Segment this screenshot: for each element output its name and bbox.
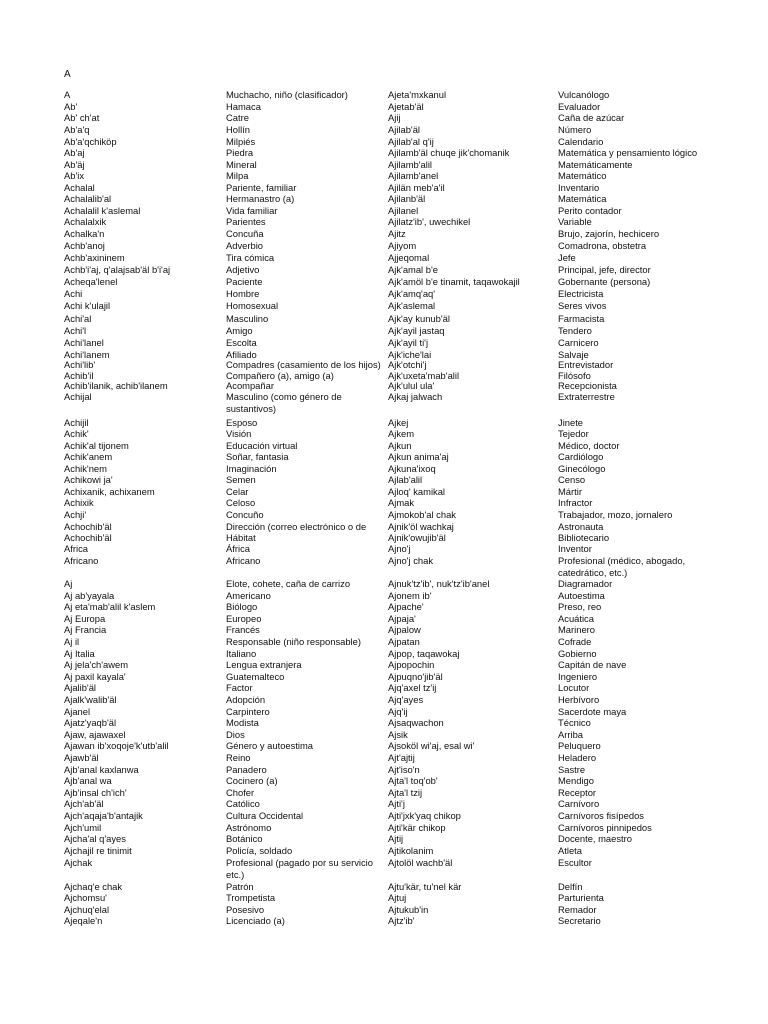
kiche-term: Ajb'anal kaxlanwa bbox=[64, 764, 139, 775]
spanish-translation: Carnicero bbox=[558, 337, 599, 348]
spanish-translation: Vulcanólogo bbox=[558, 89, 610, 100]
spanish-translation: Posesivo bbox=[226, 904, 265, 915]
kiche-term: Ajch'umil bbox=[64, 822, 102, 833]
kiche-term: Ajitz bbox=[388, 228, 406, 239]
kiche-term: Ajta'l tzij bbox=[388, 787, 423, 798]
kiche-term: Acheqa'lenel bbox=[64, 276, 118, 287]
kiche-term: Ajpop, taqawokaj bbox=[388, 648, 460, 659]
kiche-term: Ab'ix bbox=[64, 170, 85, 181]
kiche-term: Achik' bbox=[64, 428, 89, 439]
kiche-term: Ajeta'mxkanul bbox=[388, 89, 447, 100]
spanish-translation: Trompetista bbox=[226, 892, 276, 903]
spanish-translation: Factor bbox=[226, 682, 253, 693]
kiche-term: Ajnuk'tz'ib', nuk'tz'ib'anel bbox=[388, 578, 490, 589]
spanish-translation: Compadres (casamiento de los hijos) bbox=[226, 359, 381, 370]
kiche-term: Ajilamb'anel bbox=[388, 170, 439, 181]
kiche-term: Ajb'insal ch'ich' bbox=[64, 787, 127, 798]
spanish-translation: Hamaca bbox=[226, 101, 261, 112]
spanish-translation: África bbox=[226, 543, 250, 554]
kiche-term: Ajpaja' bbox=[388, 613, 416, 624]
spanish-translation: Responsable (niño responsable) bbox=[226, 636, 361, 647]
spanish-translation: Profesional (pagado por su servicio etc.) bbox=[226, 857, 373, 880]
kiche-term: Ajk'ay kunub'äl bbox=[388, 313, 450, 324]
kiche-term: Ab' bbox=[64, 101, 78, 112]
spanish-translation: Carnívoros fisípedos bbox=[558, 810, 644, 821]
kiche-term: Ajti'jxk'yaq chikop bbox=[388, 810, 461, 821]
spanish-translation: Inventario bbox=[558, 182, 600, 193]
spanish-translation: Matemáticamente bbox=[558, 159, 633, 170]
spanish-translation: Concuño bbox=[226, 509, 264, 520]
kiche-term: Ajch'aqaja'b'antajik bbox=[64, 810, 143, 821]
spanish-translation: Trabajador, mozo, jornalero bbox=[558, 509, 673, 520]
kiche-term: Ajnik'owujib'äl bbox=[388, 532, 446, 543]
kiche-term: Ajch'ab'äl bbox=[64, 798, 104, 809]
spanish-translation: Escolta bbox=[226, 337, 257, 348]
spanish-translation: Delfín bbox=[558, 881, 583, 892]
spanish-translation: Acuática bbox=[558, 613, 594, 624]
kiche-term: Achi'l bbox=[64, 325, 87, 336]
spanish-translation: Arriba bbox=[558, 729, 584, 740]
spanish-translation: Catre bbox=[226, 112, 249, 123]
kiche-term: Achalka'n bbox=[64, 228, 105, 239]
kiche-term: Aj bbox=[64, 578, 73, 589]
spanish-translation: Guatemalteco bbox=[226, 671, 285, 682]
kiche-term: Ajetab'äl bbox=[388, 101, 424, 112]
spanish-translation: Entrevistador bbox=[558, 359, 614, 370]
kiche-term: Ajk'amq'aq' bbox=[388, 288, 436, 299]
spanish-translation: Variable bbox=[558, 216, 592, 227]
kiche-term: Ajk'amal b'e bbox=[388, 264, 438, 275]
spanish-translation: Sacerdote maya bbox=[558, 706, 627, 717]
kiche-term: Ajmak bbox=[388, 497, 415, 508]
kiche-term: Ajq'ayes bbox=[388, 694, 424, 705]
kiche-term: Ab' ch'at bbox=[64, 112, 100, 123]
kiche-term: Aj jela'ch'awem bbox=[64, 659, 129, 670]
kiche-term: Achb'i'aj, q'alajsab'äl b'i'aj bbox=[64, 264, 171, 275]
spanish-translation: Astrónomo bbox=[226, 822, 272, 833]
spanish-translation: Jefe bbox=[558, 252, 576, 263]
spanish-translation: Africano bbox=[226, 555, 261, 566]
kiche-term: Ajti'j bbox=[388, 798, 405, 809]
kiche-term: Ajiyom bbox=[388, 240, 417, 251]
spanish-translation: Francés bbox=[226, 624, 260, 635]
kiche-term: Achi'lib' bbox=[64, 359, 96, 370]
kiche-term: Ajilän meb'a'il bbox=[388, 182, 445, 193]
spanish-translation: Farmacista bbox=[558, 313, 605, 324]
spanish-translation: Número bbox=[558, 124, 592, 135]
spanish-translation: Tira cómica bbox=[226, 252, 275, 263]
kiche-term: Ajtikolanim bbox=[388, 845, 434, 856]
section-heading: A bbox=[64, 69, 71, 80]
kiche-term: Ajilamb'alil bbox=[388, 159, 432, 170]
kiche-term: Achalalil k'aslemal bbox=[64, 205, 141, 216]
spanish-translation: Herbívoro bbox=[558, 694, 600, 705]
kiche-term: Ajchomsu' bbox=[64, 892, 107, 903]
spanish-translation: Caña de azúcar bbox=[558, 112, 625, 123]
kiche-term: Ajilanb'äl bbox=[388, 193, 426, 204]
spanish-translation: Bibliotecario bbox=[558, 532, 610, 543]
kiche-term: Ajilatz'ib', uwechikel bbox=[388, 216, 471, 227]
spanish-translation: Género y autoestima bbox=[226, 740, 314, 751]
spanish-translation: Europeo bbox=[226, 613, 262, 624]
kiche-term: Ajchak bbox=[64, 857, 93, 868]
spanish-translation: Jinete bbox=[558, 417, 584, 428]
spanish-translation: Policía, soldado bbox=[226, 845, 293, 856]
spanish-translation: Homosexual bbox=[226, 300, 279, 311]
spanish-translation: Mineral bbox=[226, 159, 257, 170]
spanish-translation: Electricista bbox=[558, 288, 604, 299]
spanish-translation: Cofrade bbox=[558, 636, 592, 647]
spanish-translation: Adjetivo bbox=[226, 264, 260, 275]
kiche-term: Achb'anoj bbox=[64, 240, 105, 251]
spanish-translation: Matemática bbox=[558, 193, 607, 204]
spanish-translation: Filósofo bbox=[558, 370, 591, 381]
kiche-term: Ajilab'al q'ij bbox=[388, 136, 434, 147]
kiche-term: Achi'lanel bbox=[64, 337, 104, 348]
kiche-term: Ajkun anima'aj bbox=[388, 451, 449, 462]
kiche-term: Ajpalow bbox=[388, 624, 421, 635]
kiche-term: Aj paxil kayala' bbox=[64, 671, 126, 682]
kiche-term: A bbox=[64, 89, 71, 100]
kiche-term: Africa bbox=[64, 543, 88, 554]
spanish-translation: Afiliado bbox=[226, 349, 257, 360]
kiche-term: Ajchaq'e chak bbox=[64, 881, 123, 892]
spanish-translation: Heladero bbox=[558, 752, 597, 763]
spanish-translation: Dirección (correo electrónico o de bbox=[226, 521, 367, 532]
spanish-translation: Cardiólogo bbox=[558, 451, 604, 462]
kiche-term: Ajmokob'al chak bbox=[388, 509, 456, 520]
kiche-term: Achi k'ulajil bbox=[64, 300, 111, 311]
kiche-term: Aj Italia bbox=[64, 648, 95, 659]
kiche-term: Ab'aj bbox=[64, 147, 85, 158]
spanish-translation: Capitán de nave bbox=[558, 659, 627, 670]
spanish-translation: Comadrona, obstetra bbox=[558, 240, 647, 251]
kiche-term: Ajb'anal wa bbox=[64, 775, 112, 786]
spanish-translation: Principal, jefe, director bbox=[558, 264, 651, 275]
kiche-term: Ajpatan bbox=[388, 636, 420, 647]
spanish-translation: Masculino (como género de sustantivos) bbox=[226, 391, 342, 414]
spanish-translation: Peluquero bbox=[558, 740, 601, 751]
spanish-translation: Parientes bbox=[226, 216, 266, 227]
spanish-translation: Técnico bbox=[558, 717, 591, 728]
spanish-translation: Recepcionista bbox=[558, 380, 617, 391]
kiche-term: Achijil bbox=[64, 417, 89, 428]
spanish-translation: Hollín bbox=[226, 124, 250, 135]
spanish-translation: Lengua extranjera bbox=[226, 659, 302, 670]
spanish-translation: Dios bbox=[226, 729, 245, 740]
spanish-translation: Cocinero (a) bbox=[226, 775, 278, 786]
spanish-translation: Perito contador bbox=[558, 205, 622, 216]
kiche-term: Aj il bbox=[64, 636, 80, 647]
kiche-term: Ajilanel bbox=[388, 205, 419, 216]
spanish-translation: Celar bbox=[226, 486, 249, 497]
spanish-translation: Matemático bbox=[558, 170, 607, 181]
kiche-term: Ajk'ulul ula' bbox=[388, 380, 435, 391]
spanish-translation: Hábitat bbox=[226, 532, 256, 543]
kiche-term: Ajeqale'n bbox=[64, 915, 103, 926]
kiche-term: Ajk'ayil jastaq bbox=[388, 325, 445, 336]
kiche-term: Ajk'otchi'j bbox=[388, 359, 427, 370]
spanish-translation: Censo bbox=[558, 474, 586, 485]
kiche-term: Achib'il bbox=[64, 370, 94, 381]
spanish-translation: Celoso bbox=[226, 497, 256, 508]
kiche-term: Ajta'l toq'ob' bbox=[388, 775, 438, 786]
spanish-translation: Sastre bbox=[558, 764, 586, 775]
spanish-translation: Milpa bbox=[226, 170, 249, 181]
kiche-term: Ajk'uxeta'mab'alil bbox=[388, 370, 460, 381]
spanish-translation: Italiano bbox=[226, 648, 257, 659]
spanish-translation: Inventor bbox=[558, 543, 592, 554]
kiche-term: Achixanik, achixanem bbox=[64, 486, 155, 497]
spanish-translation: Mendigo bbox=[558, 775, 594, 786]
kiche-term: Ajilamb'äl chuqe jik'chomanik bbox=[388, 147, 510, 158]
spanish-translation: Médico, doctor bbox=[558, 440, 620, 451]
spanish-translation: Receptor bbox=[558, 787, 597, 798]
kiche-term: Ajtz'ib' bbox=[388, 915, 415, 926]
kiche-term: Ajtij bbox=[388, 833, 404, 844]
spanish-translation: Soñar, fantasia bbox=[226, 451, 289, 462]
spanish-translation: Esposo bbox=[226, 417, 258, 428]
spanish-translation: Botánico bbox=[226, 833, 263, 844]
kiche-term: Achik'anem bbox=[64, 451, 113, 462]
spanish-translation: Tendero bbox=[558, 325, 592, 336]
spanish-translation: Cultura Occidental bbox=[226, 810, 304, 821]
spanish-translation: Piedra bbox=[226, 147, 254, 158]
spanish-translation: Adopción bbox=[226, 694, 266, 705]
spanish-translation: Evaluador bbox=[558, 101, 601, 112]
spanish-translation: Biólogo bbox=[226, 601, 258, 612]
spanish-translation: Ingeniero bbox=[558, 671, 598, 682]
kiche-term: Ab'a'qchiköp bbox=[64, 136, 117, 147]
kiche-term: Aj Francia bbox=[64, 624, 107, 635]
kiche-term: Ajno'j bbox=[388, 543, 411, 554]
kiche-term: Achochib'äl bbox=[64, 532, 112, 543]
spanish-translation: Compañero (a), amigo (a) bbox=[226, 370, 334, 381]
spanish-translation: Pariente, familiar bbox=[226, 182, 297, 193]
spanish-translation: Gobernante (persona) bbox=[558, 276, 651, 287]
kiche-term: Ajlab'alil bbox=[388, 474, 423, 485]
kiche-term: Ajtolöl wachb'äl bbox=[388, 857, 453, 868]
spanish-translation: Brujo, zajorín, hechicero bbox=[558, 228, 660, 239]
kiche-term: Ajonem ib' bbox=[388, 590, 432, 601]
kiche-term: Aj ab'yayala bbox=[64, 590, 115, 601]
spanish-translation: Calendario bbox=[558, 136, 604, 147]
spanish-translation: Locutor bbox=[558, 682, 590, 693]
kiche-term: Ajq'ij bbox=[388, 706, 408, 717]
spanish-translation: Parturienta bbox=[558, 892, 604, 903]
spanish-translation: Diagramador bbox=[558, 578, 613, 589]
kiche-term: Ajaw, ajawaxel bbox=[64, 729, 126, 740]
spanish-translation: Católico bbox=[226, 798, 260, 809]
kiche-term: Ajalib'äl bbox=[64, 682, 97, 693]
spanish-translation: Infractor bbox=[558, 497, 593, 508]
kiche-term: Ab'äj bbox=[64, 159, 85, 170]
spanish-translation: Masculino bbox=[226, 313, 269, 324]
kiche-term: Achijal bbox=[64, 391, 92, 402]
kiche-term: Ajpuqno'jib'äl bbox=[388, 671, 443, 682]
kiche-term: Achikowi ja' bbox=[64, 474, 113, 485]
spanish-translation: Paciente bbox=[226, 276, 263, 287]
kiche-term: Ajalk'walib'äl bbox=[64, 694, 117, 705]
kiche-term: Aj Europa bbox=[64, 613, 106, 624]
kiche-term: Ajt'iso'n bbox=[388, 764, 420, 775]
kiche-term: Achib'ilanik, achib'ilanem bbox=[64, 380, 168, 391]
kiche-term: Ajkaj jalwach bbox=[388, 391, 443, 402]
spanish-translation: Milpiés bbox=[226, 136, 256, 147]
kiche-term: Ajno'j chak bbox=[388, 555, 434, 566]
kiche-term: Achixik bbox=[64, 497, 94, 508]
spanish-translation: Extraterrestre bbox=[558, 391, 615, 402]
spanish-translation: Vida familiar bbox=[226, 205, 278, 216]
spanish-translation: Semen bbox=[226, 474, 256, 485]
kiche-term: Achalalib'al bbox=[64, 193, 112, 204]
spanish-translation: Secretario bbox=[558, 915, 601, 926]
kiche-term: Ajtukub'in bbox=[388, 904, 429, 915]
kiche-term: Ajawb'äl bbox=[64, 752, 99, 763]
spanish-translation: Autoestima bbox=[558, 590, 605, 601]
spanish-translation: Carnívoros pinnipedos bbox=[558, 822, 652, 833]
spanish-translation: Licenciado (a) bbox=[226, 915, 285, 926]
spanish-translation: Remador bbox=[558, 904, 597, 915]
kiche-term: Ajnik'öl wachkaj bbox=[388, 521, 454, 532]
kiche-term: Ajsik bbox=[388, 729, 408, 740]
spanish-translation: Ginecólogo bbox=[558, 463, 606, 474]
kiche-term: Achji' bbox=[64, 509, 87, 520]
spanish-translation: Gobierno bbox=[558, 648, 597, 659]
spanish-translation: Reino bbox=[226, 752, 251, 763]
spanish-translation: Docente, maestro bbox=[558, 833, 632, 844]
spanish-translation: Americano bbox=[226, 590, 271, 601]
spanish-translation: Escultor bbox=[558, 857, 592, 868]
spanish-translation: Hombre bbox=[226, 288, 260, 299]
spanish-translation: Carpintero bbox=[226, 706, 270, 717]
kiche-term: Ajloq' kamikal bbox=[388, 486, 446, 497]
kiche-term: Ajkem bbox=[388, 428, 415, 439]
spanish-translation: Educación virtual bbox=[226, 440, 298, 451]
kiche-term: Ajk'aslemal bbox=[388, 300, 436, 311]
spanish-translation: Amigo bbox=[226, 325, 253, 336]
spanish-translation: Imaginación bbox=[226, 463, 277, 474]
spanish-translation: Mártir bbox=[558, 486, 582, 497]
kiche-term: Ajkuna'ixoq bbox=[388, 463, 436, 474]
kiche-term: Aj eta'mab'alil k'aslem bbox=[64, 601, 156, 612]
kiche-term: Ajij bbox=[388, 112, 401, 123]
kiche-term: Ajk'amöl b'e tinamit, taqawokajil bbox=[388, 276, 520, 287]
kiche-term: Ajtu'kär, tu'nel kär bbox=[388, 881, 462, 892]
kiche-term: Ajtuj bbox=[388, 892, 407, 903]
spanish-translation: Tejedor bbox=[558, 428, 589, 439]
spanish-translation: Muchacho, niño (clasificador) bbox=[226, 89, 348, 100]
kiche-term: Achb'axininem bbox=[64, 252, 125, 263]
kiche-term: Achochib'äl bbox=[64, 521, 112, 532]
spanish-translation: Salvaje bbox=[558, 349, 589, 360]
kiche-term: Ajsaqwachon bbox=[388, 717, 444, 728]
kiche-term: Achalalxik bbox=[64, 216, 107, 227]
kiche-term: Achik'al tijonem bbox=[64, 440, 129, 451]
spanish-translation: Profesional (médico, abogado, catedrático, etc.) bbox=[558, 555, 686, 578]
spanish-translation: Visión bbox=[226, 428, 252, 439]
kiche-term: Ajk'iche'lai bbox=[388, 349, 432, 360]
kiche-term: Ab'a'q bbox=[64, 124, 90, 135]
spanish-translation: Matemática y pensamiento lógico bbox=[558, 147, 698, 158]
kiche-term: Ajti'kär chikop bbox=[388, 822, 446, 833]
kiche-term: Ajt'ajtij bbox=[388, 752, 415, 763]
kiche-term: Ajanel bbox=[64, 706, 91, 717]
kiche-term: Ajcha'al q'ayes bbox=[64, 833, 126, 844]
kiche-term: Ajchuq'elal bbox=[64, 904, 110, 915]
spanish-translation: Panadero bbox=[226, 764, 267, 775]
spanish-translation: Hermanastro (a) bbox=[226, 193, 295, 204]
spanish-translation: Marinero bbox=[558, 624, 595, 635]
kiche-term: Ajkun bbox=[388, 440, 412, 451]
spanish-translation: Preso, reo bbox=[558, 601, 602, 612]
spanish-translation: Astronauta bbox=[558, 521, 604, 532]
kiche-term: Achi'al bbox=[64, 313, 92, 324]
spanish-translation: Atleta bbox=[558, 845, 582, 856]
kiche-term: Ajpopochin bbox=[388, 659, 435, 670]
spanish-translation: Chofer bbox=[226, 787, 255, 798]
spanish-translation: Elote, cohete, caña de carrizo bbox=[226, 578, 351, 589]
kiche-term: Ajkej bbox=[388, 417, 409, 428]
spanish-translation: Seres vivos bbox=[558, 300, 607, 311]
kiche-term: Ajchajil re tinimit bbox=[64, 845, 132, 856]
kiche-term: Achi bbox=[64, 288, 83, 299]
spanish-translation: Acompañar bbox=[226, 380, 274, 391]
kiche-term: Achalal bbox=[64, 182, 95, 193]
spanish-translation: Patrón bbox=[226, 881, 254, 892]
kiche-term: Africano bbox=[64, 555, 99, 566]
kiche-term: Ajjeqomal bbox=[388, 252, 430, 263]
kiche-term: Ajk'ayil ti'j bbox=[388, 337, 429, 348]
kiche-term: Ajq'axel tz'ij bbox=[388, 682, 437, 693]
spanish-translation: Modista bbox=[226, 717, 259, 728]
kiche-term: Achi'lanem bbox=[64, 349, 110, 360]
kiche-term: Ajpache' bbox=[388, 601, 424, 612]
spanish-translation: Concuña bbox=[226, 228, 264, 239]
kiche-term: Ajawan ib'xoqoje'k'utb'alil bbox=[64, 740, 169, 751]
kiche-term: Ajatz'yaqb'äl bbox=[64, 717, 117, 728]
kiche-term: Ajsoköl wi'aj, esal wi' bbox=[388, 740, 475, 751]
kiche-term: Ajilab'äl bbox=[388, 124, 421, 135]
spanish-translation: Adverbio bbox=[226, 240, 264, 251]
kiche-term: Achik'nem bbox=[64, 463, 107, 474]
spanish-translation: Carnívoro bbox=[558, 798, 600, 809]
